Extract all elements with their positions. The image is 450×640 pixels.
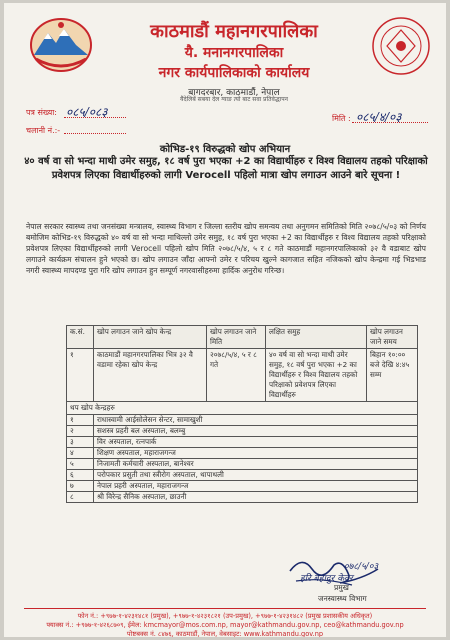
list-item xyxy=(67,470,418,481)
list-item xyxy=(67,437,418,448)
center-sn: ७ xyxy=(67,481,94,492)
office-address: बागदरबार, काठमाडौं, नेपाल xyxy=(188,88,280,98)
list-item xyxy=(67,459,418,470)
center-name: सशस्त्र प्रहरी बल अस्पताल, बलम्बु xyxy=(94,426,418,437)
footer-postbox-website: पोष्टबक्स नं. ८४७६, काठमाडौं, नेपाल, वेबसाइट: www.kathmandu.gov.np xyxy=(126,630,324,637)
cell-time: बिहान १०:०० बजे देखि ४:४५ सम्म xyxy=(367,349,418,402)
list-item xyxy=(67,426,418,437)
other-centers-label: थप खोप केन्द्रहरु xyxy=(67,402,418,415)
dispatch-number-line xyxy=(64,133,126,134)
center-name: श्री विरेन्द्र सैनिक अस्पताल, छाउनी xyxy=(94,492,418,503)
signature-date: ०७८/५/०३ xyxy=(344,562,379,572)
dispatch-number-label: चलानी नं.:- xyxy=(26,126,61,135)
center-sn: २ xyxy=(67,426,94,437)
col-header-date: खोप लगाउन जाने मिति xyxy=(207,326,266,349)
center-sn: ४ xyxy=(67,448,94,459)
list-item xyxy=(67,492,418,503)
footer-fax-email: फ्याक्स नं.: +९७७-१-४२६८७०९, ईमेल: kmcmayor@mos.com.np, mayor@kathmandu.gov.np, ceo@kathmandu.gov.np xyxy=(46,621,404,629)
list-item xyxy=(67,481,418,492)
date-value: ०८५/४/०३ xyxy=(356,110,402,124)
metropolitan-seal-icon xyxy=(370,15,432,77)
kathmandu-emblem-icon xyxy=(26,15,96,75)
municipality-name-nepali: काठमाडौं महानगरपालिका xyxy=(150,21,318,42)
cell-center: काठमाडौं महानगरपालिका भित्र ३२ वै वडामा रहेका खोप केन्द्र xyxy=(94,349,207,402)
center-sn: ५ xyxy=(67,459,94,470)
center-name: निजामती कर्मचारी अस्पताल, बानेश्वर xyxy=(94,459,418,470)
center-name: परोपकार प्रसुती तथा स्त्रीरोग अस्पताल, थापाथली xyxy=(94,470,418,481)
signatory-department: जनस्वास्थ्य विभाग xyxy=(318,594,367,603)
list-item xyxy=(67,415,418,426)
signatory-title: प्रमुख xyxy=(334,583,349,592)
center-name: विर अस्पताल, रत्नपार्क xyxy=(94,437,418,448)
col-header-sn: क.सं. xyxy=(67,326,94,349)
center-sn: १ xyxy=(67,415,94,426)
other-centers-header-row xyxy=(67,402,418,415)
cell-sn: १ xyxy=(67,349,94,402)
col-header-time: खोप लगाउन जाने समय xyxy=(367,326,418,349)
center-sn: ३ xyxy=(67,437,94,448)
center-name: राधास्वामी आईसोलेसन सेन्टर, सामाखुशी xyxy=(94,415,418,426)
center-name: नेपाल प्रहरी अस्पताल, महाराजगन्ज xyxy=(94,481,418,492)
vaccination-schedule-table xyxy=(66,325,418,503)
footer-phone: फोन नं.: +९७७-१-४२३१४८१ (प्रमुख), +९७७-१-४२३१८२१ (उप-प्रमुख), +९७७-१-४२३१४८२ (प्रमुख प्रशासकीय अधिकृत) xyxy=(77,612,373,620)
table-row xyxy=(67,349,418,402)
municipality-name-newari: यै. मनानगरपालिका xyxy=(184,45,284,61)
list-item xyxy=(67,448,418,459)
notice-subject: ४० वर्ष वा सो भन्दा माथी उमेर समुह, १८ वर्ष पुरा भएका +2 का विद्यार्थीहरु र विश्व विद्यालय तहको परिक्षाको प्रवेशपत्र लिएका विद्यार्थीहरुको लागी Verocell पहिलो मात्रा खोप लगाउन आउने बारे सूचना ! xyxy=(24,156,428,181)
campaign-title: कोभिड-१९ विरुद्धको खोप अभियान xyxy=(159,144,291,155)
cell-group: ४० वर्ष वा सो भन्दा माथी उमेर समुह, १८ वर्ष पुरा भएका +2 का विद्यार्थीहरु र विश्व विद्यालय तहको परिक्षाको प्रवेशपत्र लिएका विद्यार्थीहरु xyxy=(266,349,367,402)
center-sn: ८ xyxy=(67,492,94,503)
date-line xyxy=(352,122,428,123)
table-header-row xyxy=(67,326,418,349)
ref-number-line xyxy=(64,117,126,118)
signatory-name: हरि बहादुर केवर xyxy=(300,574,353,584)
cell-date: २०७८/५/४, ५ र ८ गते xyxy=(207,349,266,402)
center-sn: ६ xyxy=(67,470,94,481)
col-header-group: लक्षित समुह xyxy=(266,326,367,349)
center-name: शिक्षण अस्पताल, महाराजगन्ज xyxy=(94,448,418,459)
letter-page xyxy=(4,3,446,637)
office-address-newari: यैंदेलिबें सबया देल ग्याङ त्यो बाट सवा प्रतिवेद्धापन xyxy=(180,96,288,103)
ref-number-value: ०८५/०८३ xyxy=(66,105,108,119)
ref-number-label: पत्र संख्या: xyxy=(26,108,57,117)
date-label: मिति : xyxy=(332,114,351,123)
col-header-center: खोप लगाउन जाने खोप केन्द्र xyxy=(94,326,207,349)
office-name: नगर कार्यपालिकाको कार्यालय xyxy=(158,65,310,81)
footer-divider xyxy=(24,608,426,609)
notice-body: नेपाल सरकार स्वास्थ्य तथा जनसंख्या मन्त्रालय, स्वास्थ्य विभाग र जिल्ला स्तरीय खोप समन्वय तथा अनुगमन समितिको मिति २०७८/५/०३ को निर्णय बमोजिम कोभिड-१९ विरुद्धको ४० वर्ष वा सो भन्दा माथिल्लो उमेर समुह, १८ वर्ष पुरा भएका +2 का विद्यार्थीहरु र विश्व विद्यालय तहको परिक्षाको प्रवेशपत्र लिएका विद्यार्थीहरुको लागी Verocell पहिलो खोप मिति २०७८/५/४, ५ र ८ गते काठमाडौं महानगरपालिकाको ३२ वै वडाबाट खोप लगाउने कार्यक्रम संचालन हुने भएको छ। खोप लगाउन जाँदा आफ्नो उमेर र परिचय खुल्ने कागजात सहित नजिकको खोप केन्द्रमा गई भिडभाड नगरी स्वास्थ्य मापदण्ड पुरा गरि खोप लगाउन हुन सम्पूर्ण नगरवासीहरुमा हार्दिक अनुरोध गरिन्छ। xyxy=(26,222,426,276)
